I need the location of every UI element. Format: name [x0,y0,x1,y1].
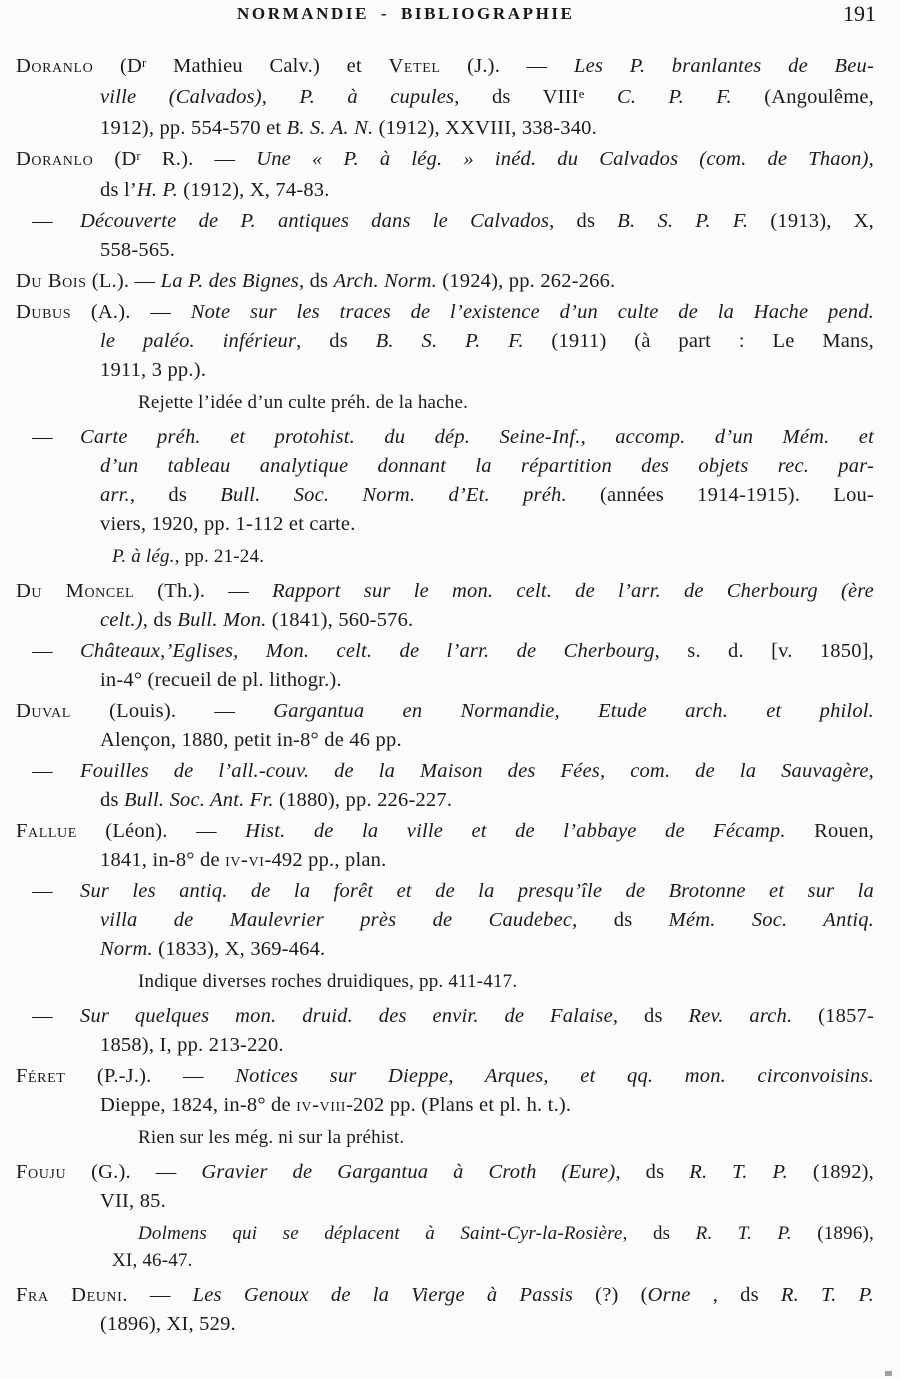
text-line [0,1091,874,1120]
text-segment: (1857- [792,1005,875,1027]
text-segment: Mém. Soc. Antiq. [668,909,875,931]
text-line [0,1281,874,1310]
text-segment: , ds [142,609,178,631]
text-segment: , ds [298,270,334,292]
text-segment: , [868,760,874,782]
text-segment: Féret [16,1065,66,1087]
text-segment: Carte préh. et protohist. du dép. Seine-Inf., accomp. d’un Mém. et [80,426,874,448]
text-segment: B. S. P. F. [617,210,749,232]
text-line [0,846,874,875]
text-line [0,1031,874,1060]
text-segment: -492 pp., plan. [264,849,387,871]
text-segment: Fouilles de l’all.-couv. de la Maison des Fées, com. de la Sauvagère [80,760,869,782]
text-segment: (1924), pp. 262-266. [436,270,616,292]
text-segment: Arch. Norm. [333,270,437,292]
text-segment: (1912), XXVIII, 338-340. [373,117,597,139]
text-segment: (années 1914-1915). Lou- [566,484,874,506]
text-line [0,1187,874,1216]
text-segment: La P. des Bignes [160,270,299,292]
text-line [0,757,874,786]
bib-entry [0,637,900,695]
bib-entry [0,1158,900,1216]
text-segment: Rejette l’idée d’un culte préh. de la hache. [138,392,469,413]
text-segment: Doranlo [16,55,94,77]
text-segment: , ds [690,1284,781,1306]
text-segment: , ds [549,210,618,232]
page-number: 191 [843,1,876,26]
text-segment: (D [93,55,143,77]
text-segment: Les Genoux de la Vierge à Passis [192,1284,574,1306]
text-segment: le paléo. inférieur [100,330,297,352]
text-segment: 1911, 3 pp.). [100,359,207,381]
bib-note [0,1124,900,1151]
text-line [0,207,874,236]
text-segment: , [868,148,874,170]
text-segment: r [136,149,141,164]
text-segment: Dubus [16,301,72,323]
text-line [0,935,874,964]
text-segment: (1896), [791,1223,875,1244]
text-segment: (Louis). — [70,700,274,722]
text-segment: , pp. 21-24. [174,546,265,567]
text-segment: Doranlo [16,148,94,170]
text-line [0,267,874,296]
text-segment: (Léon). — [76,820,246,842]
text-segment: R. T. P. [780,1284,874,1306]
text-segment: (J.). — [440,55,575,77]
text-segment: Sur les antiq. de la forêt et de la presqu’île de Brotonne et sur la [80,880,874,902]
text-segment: (1896), XI, 529. [100,1313,236,1335]
dash-marker: — [32,210,53,232]
text-segment: B. S. P. F. [375,330,524,352]
text-segment: Dieppe, 1824, in-8° de [100,1094,297,1116]
text-segment: d’un tableau analytique donnant la répartition des objets rec. par- [100,455,874,477]
text-segment: Note sur les traces de l’existence d’un culte de la Hache pend. [190,301,874,323]
text-segment: , ds [612,1005,689,1027]
text-segment: Rev. arch. [688,1005,793,1027]
bib-entry [0,52,900,143]
text-segment: Hist. de la ville et de l’abbaye de Fécamp. [245,820,786,842]
text-segment: H. P. [136,179,178,201]
text-line [0,817,874,846]
text-segment: R. T. P. [689,1161,788,1183]
text-line [0,1002,874,1031]
text-segment: Vetel [388,55,441,77]
text-segment: 1841, in-8° de [100,849,226,871]
text-segment: (1841), 560-576. [266,609,414,631]
bib-entry [0,757,900,815]
text-line [0,697,874,726]
bib-entry [0,207,900,265]
text-segment: e [578,87,585,102]
text-segment: , ds [572,909,669,931]
text-segment: Découverte de P. antiques dans le Calvados [80,210,550,232]
text-segment: 1912), pp. 554-570 et [100,117,287,139]
bib-note [0,1220,900,1274]
text-segment: , ds [615,1161,690,1183]
text-segment: Fouju [16,1161,67,1183]
text-segment: P. à lég. [112,546,175,567]
text-segment: Châteaux,’Eglises, Mon. celt. de l’arr. de Cherbourg [80,640,655,662]
text-line [0,1124,874,1151]
text-line [0,510,874,539]
bib-note [0,389,900,416]
text-segment: Sur quelques mon. druid. des envir. de Falaise [80,1005,613,1027]
text-segment: (Th.). — [134,580,273,602]
text-segment: (1911) (à part : Le Mans, [523,330,875,352]
text-segment: Notices sur Dieppe, Arques, et qq. mon. circonvoisins. [235,1065,874,1087]
text-line [0,1310,874,1339]
bib-entry [0,423,900,539]
text-segment [585,86,617,108]
text-segment: Indique diverses roches druidiques, pp. 411-417. [138,971,518,992]
text-line [0,1158,874,1187]
text-line [0,1247,874,1274]
text-line [0,637,874,666]
text-segment: -202 pp. (Plans et pl. h. t.). [346,1094,572,1116]
text-segment: (1880), pp. 226-227. [273,789,453,811]
text-line [0,52,874,83]
text-line [0,968,874,995]
text-segment: celt.) [100,609,143,631]
text-segment: (1912), X, 74-83. [177,179,330,201]
text-line [0,606,874,635]
text-segment: Orne [647,1284,691,1306]
text-segment: Gargantua en Normandie, Etude arch. et philol. [273,700,875,722]
text-segment: (A.). — [71,301,191,323]
text-line [0,145,874,176]
text-segment: B. S. A. N. [286,117,374,139]
text-segment: in-4° (recueil de pl. lithogr.). [100,669,342,691]
bib-entry [0,817,900,875]
text-line [0,877,874,906]
text-segment: ville (Calvados), P. à cupules [100,86,455,108]
text-line [0,666,874,695]
text-segment: Bull. Soc. Ant. Fr. [123,789,274,811]
text-line [0,298,874,327]
text-line [0,577,874,606]
text-segment: iv-vi [225,849,265,871]
text-line [0,726,874,755]
text-segment: Mathieu Calv.) et [146,55,389,77]
text-segment: , ds [622,1223,696,1244]
text-segment: R. T. P. [695,1223,792,1244]
text-segment: Fra Deuni [16,1284,123,1306]
text-segment: (Angoulême, [731,86,874,108]
text-segment: , ds [296,330,376,352]
text-line [0,83,874,114]
text-segment: (G.). — [66,1161,202,1183]
bib-entry [0,697,900,755]
text-segment: , s. d. [v. 1850], [654,640,874,662]
text-segment: VII, 85. [100,1190,166,1212]
text-segment: ds l’ [100,179,137,201]
text-segment: ds [100,789,124,811]
text-line [0,176,874,205]
text-segment: Bull. Mon. [177,609,267,631]
text-line [0,389,874,416]
text-segment: 1858), I, pp. 213-220. [100,1034,284,1056]
text-segment: Les P. branlantes de Beu- [574,55,875,77]
bib-entry [0,298,900,385]
text-segment: Duval [16,700,71,722]
bib-entry [0,267,900,296]
text-segment: Dolmens qui se déplacent à Saint-Cyr-la-Rosière [138,1223,623,1244]
text-segment: XI, 46-47. [112,1250,193,1271]
text-segment: Alençon, 1880, petit in-8° de 46 pp. [100,729,402,751]
bib-entry [0,1281,900,1339]
text-segment: iv-viii [296,1094,347,1116]
text-segment: , ds VIII [454,86,579,108]
text-segment: Fallue [16,820,77,842]
text-segment: (1833), X, 369-464. [152,938,326,960]
text-segment: arr. [100,484,130,506]
text-line [0,786,874,815]
text-segment: (1892), [787,1161,874,1183]
text-segment: Norm. [100,938,153,960]
text-line [0,356,874,385]
text-segment: Rien sur les még. ni sur la préhist. [138,1127,405,1148]
text-line [0,481,874,510]
dash-marker: — [32,880,53,902]
bib-entry [0,145,900,205]
text-segment: Rouen, [785,820,874,842]
text-line [0,543,874,570]
text-segment: (?) ( [573,1284,648,1306]
text-segment: , ds [129,484,221,506]
text-segment: Une « P. à lég. » inéd. du Calvados (com. de Thaon) [256,148,869,170]
dash-marker: — [32,1005,53,1027]
bib-entry [0,1002,900,1060]
text-segment: . — [122,1284,193,1306]
bib-entry [0,577,900,635]
running-header [0,0,900,31]
page-title: NORMANDIE - BIBLIOGRAPHIE [237,4,575,23]
text-segment: C. P. F. [616,86,732,108]
text-line [0,1220,874,1247]
text-segment: Gravier de Gargantua à Croth (Eure) [201,1161,616,1183]
text-segment: 558-565. [100,239,176,261]
text-segment: Bull. Soc. Norm. d’Et. préh. [220,484,567,506]
dash-marker: — [32,426,53,448]
text-line [0,236,874,265]
bib-entry [0,1062,900,1120]
text-segment: Rapport sur le mon. celt. de l’arr. de Cherbourg (ère [272,580,874,602]
text-segment: R.). — [140,148,257,170]
text-segment: (L.). — [86,270,161,292]
text-segment: viers, 1920, pp. 1-112 et carte. [100,513,356,535]
text-segment: (P.-J.). — [65,1065,236,1087]
bib-note [0,543,900,570]
text-line [0,327,874,356]
bib-entry [0,877,900,964]
text-segment: r [142,56,147,71]
text-line [0,423,874,452]
text-segment: (1913), X, [748,210,874,232]
dash-marker: — [32,640,53,662]
bibliography-list [0,52,900,1339]
text-segment: Du Bois [16,270,87,292]
text-segment: (D [93,148,137,170]
bib-note [0,968,900,995]
text-segment: villa de Maulevrier près de Caudebec [100,909,573,931]
text-line [0,906,874,935]
dash-marker: — [32,760,53,782]
text-segment: Du Moncel [16,580,135,602]
text-line [0,452,874,481]
text-line [0,1062,874,1091]
text-line [0,114,874,143]
scan-artifact-speck [885,1371,892,1376]
